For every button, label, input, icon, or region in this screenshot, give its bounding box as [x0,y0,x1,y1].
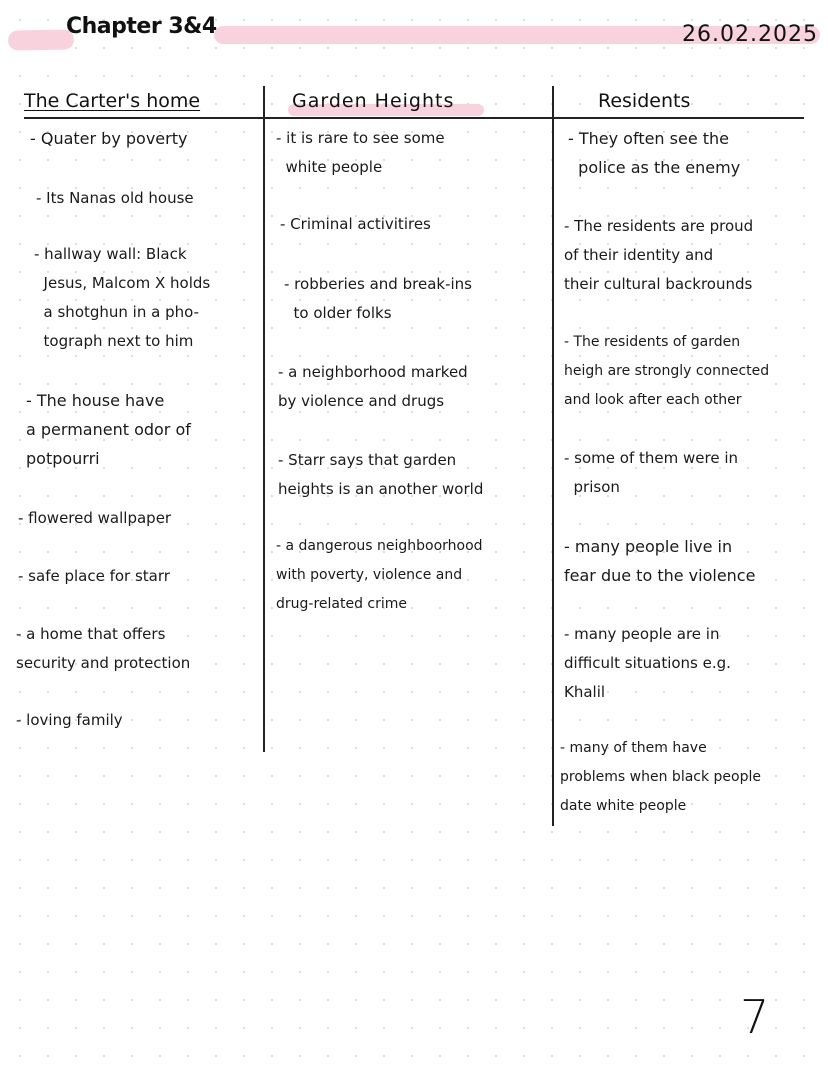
note-entry: - many of them have problems when black people date white people [560,740,761,814]
note-entry: - Criminal activitires [280,215,431,233]
note-entry: - robberies and break-ins to older folks [284,275,472,322]
note-entry: - a neighborhood marked by violence and drugs [278,363,468,410]
note-entry: - Starr says that garden heights is an another world [278,451,484,498]
header-rule [24,117,804,119]
column-title-garden-heights: Garden Heights [292,90,455,112]
note-entry: - many people are in difficult situations e.g. Khalil [564,625,731,701]
note-entry: - The residents are proud of their identity and their cultural backrounds [564,217,754,293]
note-entry: - loving family [16,711,123,729]
note-entry: - The house have a permanent odor of potpourri [26,391,191,468]
title-highlight [8,29,74,50]
column-title-residents: Residents [598,90,691,112]
note-entry: - a home that offers security and protection [16,625,191,672]
note-entry: - some of them were in prison [564,449,739,496]
note-entry: - Its Nanas old house [36,189,194,207]
note-entry: - They often see the police as the enemy [568,129,741,177]
column-divider [263,86,265,752]
note-entry: - many people live in fear due to the violence [564,537,756,585]
note-entry: - safe place for starr [18,567,170,585]
note-entry: - Quater by poverty [30,129,188,148]
chapter-title: Chapter 3&4 [66,14,217,39]
note-entry: - The residents of garden heigh are strongly connected and look after each other [564,334,770,408]
note-entry: - hallway wall: Black Jesus, Malcom X holds a shotghun in a pho- tograph next to him [34,245,211,350]
page-number: 7 [740,990,770,1044]
note-entry: - flowered wallpaper [18,509,172,527]
note-entry: - it is rare to see some white people [276,129,445,176]
note-entry: - a dangerous neighboorhood with poverty, violence and drug-related crime [276,538,483,612]
column-divider [552,86,554,826]
page-date: 26.02.2025 [682,22,818,47]
column-title-carters-home: The Carter's home [24,90,201,112]
